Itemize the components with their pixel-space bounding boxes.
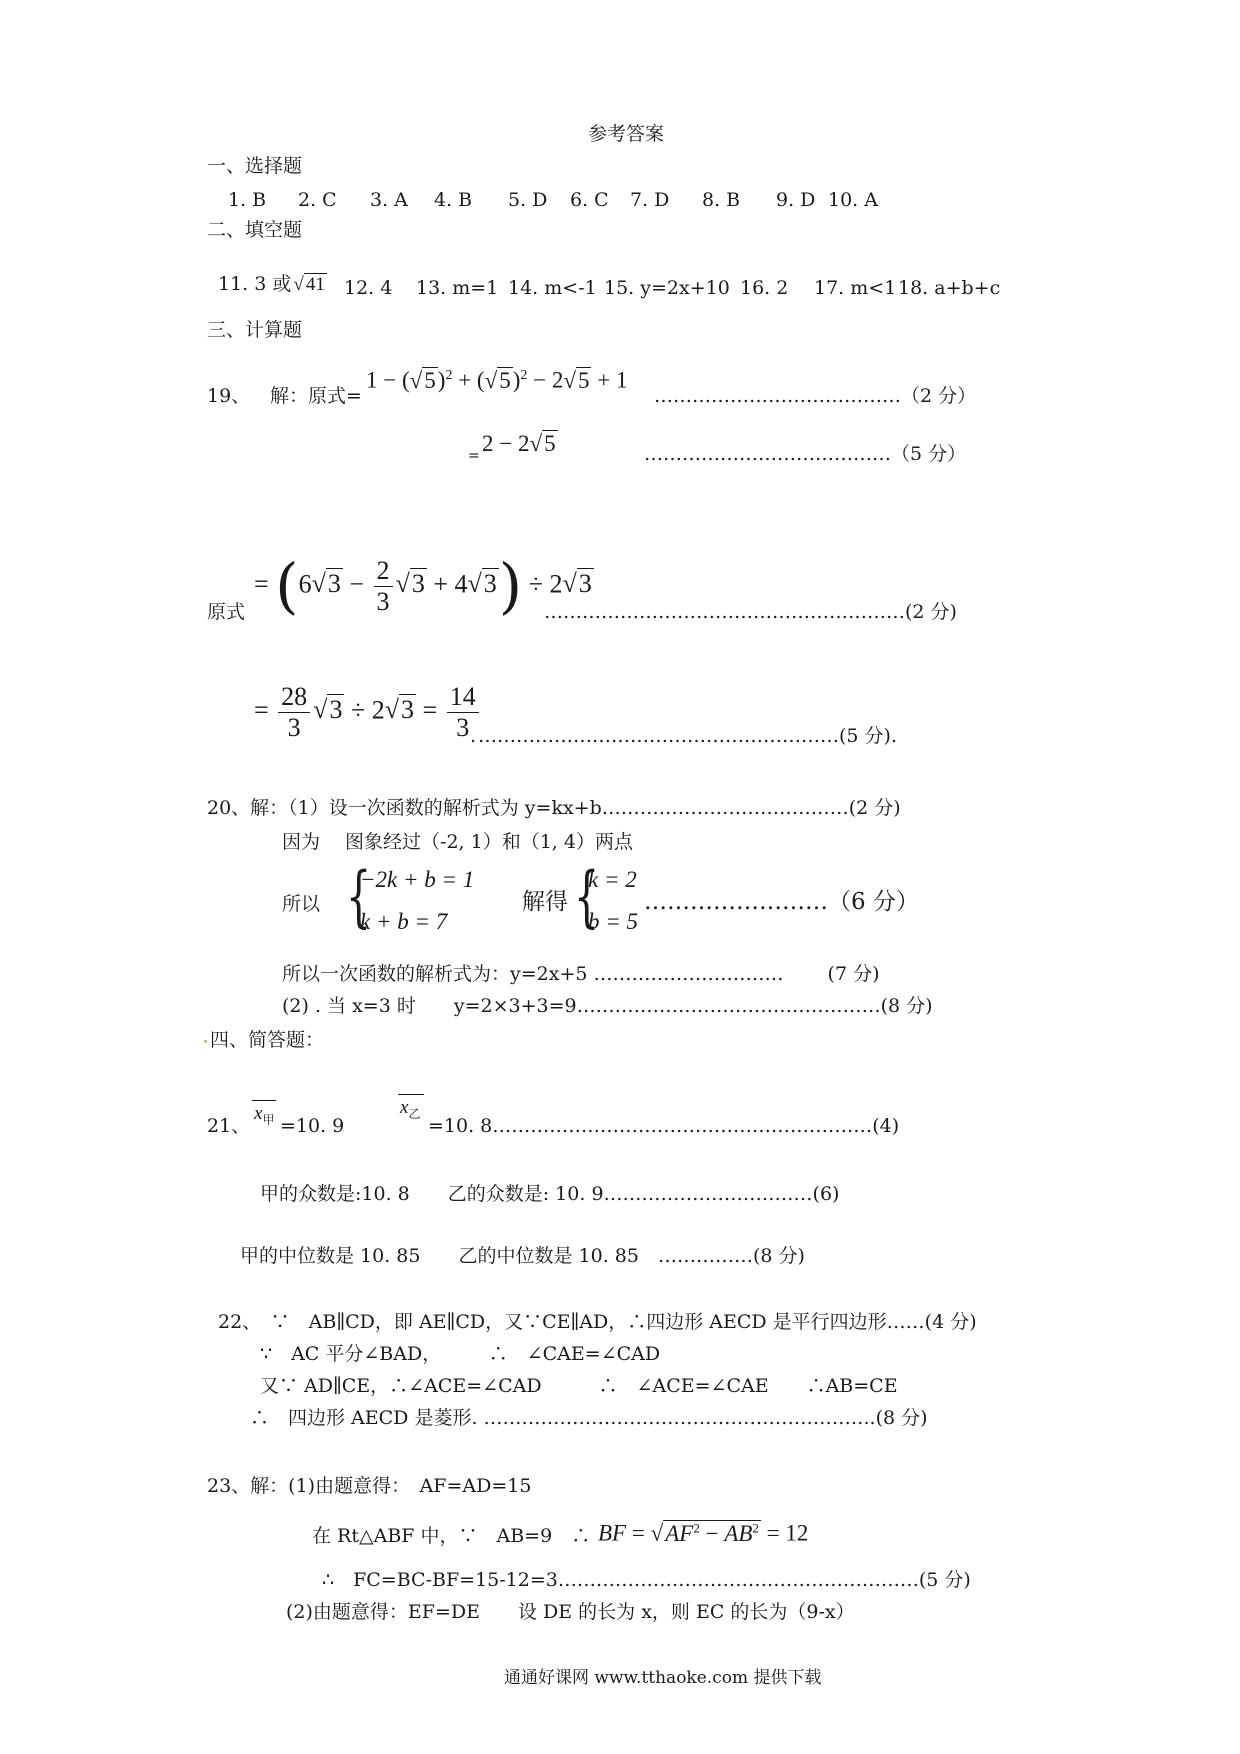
expr-part: + ( bbox=[452, 367, 485, 393]
q19-label: 19、 bbox=[207, 385, 251, 407]
denominator: 3 bbox=[376, 587, 390, 616]
answer-item: 4. B bbox=[434, 189, 473, 211]
left-brace: { bbox=[574, 858, 600, 935]
score-marker: …………………………………………………(2 分) bbox=[544, 601, 957, 623]
answer-item: 8. B bbox=[702, 189, 741, 211]
period: . bbox=[470, 725, 477, 747]
answer-11 bbox=[218, 272, 327, 297]
numerator: 14 bbox=[447, 682, 479, 713]
solution-2: b = 5 bbox=[588, 909, 639, 934]
q19-solve: 解：原式= bbox=[270, 385, 362, 407]
sqrt-5: √5 bbox=[529, 431, 556, 456]
q20-line-5: (2) . 当 x=3 时 y=2×3+3=9…………………………………………(8 分) bbox=[282, 995, 933, 1017]
section-heading-fill: 二、填空题 bbox=[207, 219, 303, 241]
expr-part: + 4 bbox=[433, 569, 468, 599]
expr-part: ÷ 2 bbox=[528, 569, 563, 599]
q23-line-4: (2)由题意得：EF=DE 设 DE 的长为 x，则 EC 的长为（9-x） bbox=[286, 1601, 855, 1623]
section-heading-short: 四、简答题： bbox=[210, 1029, 325, 1051]
q20-so: 所以 bbox=[282, 893, 321, 915]
expr-part: 6 bbox=[298, 569, 312, 599]
numerator: 28 bbox=[278, 682, 310, 713]
q21-line-2: 甲的众数是:10. 8 乙的众数是: 10. 9……………………………(6) bbox=[260, 1183, 840, 1205]
x-var: x bbox=[254, 1103, 263, 1124]
subscript: 甲 bbox=[262, 1112, 275, 1127]
q22-line-4: ∴ 四边形 AECD 是菱形. ……………………………………………………..(8 分) bbox=[250, 1407, 928, 1429]
answer-item: 12. 4 bbox=[344, 277, 393, 299]
radicand: 3 bbox=[329, 695, 343, 725]
expr-part: ÷ 2 bbox=[350, 695, 385, 725]
answer-item: 7. D bbox=[630, 189, 670, 211]
q20-line-2: 因为 图象经过（-2, 1）和（1, 4）两点 bbox=[282, 831, 633, 853]
equals: = bbox=[631, 1520, 645, 1546]
answer-item: 6. C bbox=[570, 189, 609, 211]
q23-line-2a: 在 Rt△ABF 中，∵ AB=9 ∴ bbox=[312, 1525, 591, 1547]
answer-item: 3. A bbox=[370, 189, 408, 211]
equation-2: k + b = 7 bbox=[360, 909, 448, 934]
sqrt-5: √5 bbox=[563, 367, 590, 393]
q22-line-2: ∵ AC 平分∠BAD， ∴ ∠CAE=∠CAD bbox=[260, 1343, 661, 1365]
answer-item: 10. A bbox=[828, 189, 878, 211]
radicand: 5 bbox=[577, 367, 590, 393]
expr-part: + 1 bbox=[591, 367, 628, 393]
expr-part: − bbox=[349, 569, 365, 599]
equation-1: −2k + b = 1 bbox=[360, 867, 475, 892]
score-marker: …………………………………（2 分） bbox=[654, 385, 977, 407]
right-paren: ) bbox=[498, 551, 523, 622]
x-var: x bbox=[400, 1097, 409, 1118]
q23-line-1: 23、解：(1)由题意得： AF=AD=15 bbox=[207, 1475, 532, 1497]
answer-item: 16. 2 bbox=[740, 277, 789, 299]
radicand bbox=[663, 1520, 761, 1546]
answer-item: 2. C bbox=[298, 189, 337, 211]
part2-expr-2 bbox=[254, 682, 482, 743]
var-bf: BF bbox=[598, 1520, 627, 1546]
answer-11-prefix: 11. 3 或 bbox=[218, 273, 292, 295]
mean-bar bbox=[398, 1094, 424, 1095]
expr-part: 1 − ( bbox=[366, 367, 410, 393]
footer: 通通好课网 www.tthaoke.com 提供下载 bbox=[504, 1668, 822, 1688]
q23-line-3: ∴ FC=BC-BF=15-12=3…………………………………………………(5 分) bbox=[322, 1569, 971, 1591]
sqrt-3: √3 bbox=[467, 569, 497, 599]
q20-line-4: 所以一次函数的解析式为：y=2x+5 ………………………… (7 分) bbox=[282, 963, 880, 985]
mean-yi-value: =10. 8……………………………………………………(4) bbox=[428, 1115, 900, 1137]
expr-part: 2 − 2 bbox=[482, 431, 530, 456]
radicand: 3 bbox=[401, 695, 415, 725]
q22-line-1: 22、 ∵ AB∥CD，即 AE∥CD，又∵CE∥AD，∴四边形 AECD 是平行四边形……(4 分) bbox=[218, 1311, 977, 1333]
sqrt-3: √3 bbox=[395, 569, 425, 599]
radicand: 5 bbox=[424, 367, 436, 393]
q22-line-3: 又∵ AD∥CE，∴∠ACE=∠CAD ∴ ∠ACE=∠CAE ∴AB=CE bbox=[260, 1375, 898, 1397]
sqrt-3: √3 bbox=[311, 569, 341, 599]
answer-item: 17. m<1 bbox=[814, 277, 897, 299]
mean-symbol-yi bbox=[400, 1096, 420, 1126]
expr-part: = bbox=[422, 695, 438, 725]
q21-label: 21、 bbox=[207, 1115, 251, 1137]
mean-jia-value: =10. 9 bbox=[280, 1115, 345, 1137]
answer-item: 18. a+b+c bbox=[898, 277, 1001, 299]
q19-eq: = bbox=[468, 448, 480, 464]
fraction bbox=[374, 556, 393, 617]
answer-item: 9. D bbox=[776, 189, 816, 211]
part2-expr-1 bbox=[254, 551, 594, 622]
exponent: 2 bbox=[520, 368, 528, 383]
q20-solved: 解得 bbox=[522, 889, 568, 915]
radicand: 5 bbox=[499, 367, 511, 393]
denominator: 3 bbox=[456, 713, 470, 742]
expr-part: − 2 bbox=[527, 367, 564, 393]
expr-part: ) bbox=[512, 367, 521, 393]
radicand: 5 bbox=[544, 431, 556, 456]
sqrt-5: √5 bbox=[484, 367, 511, 393]
sqrt-41: √ 41 bbox=[293, 274, 325, 295]
solution-1: k = 2 bbox=[588, 867, 637, 892]
answer-item: 5. D bbox=[508, 189, 548, 211]
radicand: 3 bbox=[327, 569, 341, 599]
section-heading-calc: 三、计算题 bbox=[207, 319, 303, 341]
answer-item: 14. m<-1 bbox=[508, 277, 597, 299]
var-ab: AB bbox=[724, 1520, 753, 1546]
expr-part: ) bbox=[437, 367, 446, 393]
score-marker: …………………………………………………(5 分). bbox=[478, 725, 897, 747]
section-heading-choice: 一、选择题 bbox=[207, 155, 303, 177]
numerator: 2 bbox=[374, 556, 393, 587]
answer-item: 1. B bbox=[228, 189, 267, 211]
exponent: 2 bbox=[693, 1520, 700, 1535]
part2-label: 原式 bbox=[207, 601, 246, 623]
fraction bbox=[278, 682, 310, 743]
q23-formula bbox=[598, 1516, 808, 1546]
radicand-41: 41 bbox=[305, 274, 325, 295]
answer-item: 15. y=2x+10 bbox=[604, 277, 730, 299]
radicand: 3 bbox=[578, 569, 592, 599]
sqrt-5: √5 bbox=[409, 367, 436, 393]
left-paren: ( bbox=[275, 551, 299, 622]
minus: − bbox=[699, 1520, 725, 1546]
result: = 12 bbox=[766, 1520, 809, 1546]
radicand: 3 bbox=[483, 569, 497, 599]
stray-mark bbox=[204, 1040, 207, 1043]
q19-expr-1 bbox=[366, 364, 627, 393]
var-af: AF bbox=[665, 1520, 694, 1546]
q19-expr-2 bbox=[482, 432, 558, 456]
mean-bar bbox=[252, 1100, 276, 1101]
q20-line-1: 20、解：（1）设一次函数的解析式为 y=kx+b…………………………………(2 分) bbox=[207, 797, 901, 819]
answer-item: 13. m=1 bbox=[416, 277, 499, 299]
left-brace: { bbox=[346, 858, 372, 935]
score-marker: ……………………（6 分） bbox=[644, 889, 919, 915]
expr-part: = bbox=[254, 569, 269, 599]
sqrt-3: √3 bbox=[384, 695, 415, 725]
denominator: 3 bbox=[287, 713, 301, 742]
exponent: 2 bbox=[752, 1520, 759, 1535]
radicand: 3 bbox=[411, 569, 425, 599]
expr-part: = bbox=[254, 695, 269, 725]
sqrt-3: √3 bbox=[562, 569, 592, 599]
sqrt-expression: $√AF^2 - AB^2$ bbox=[650, 1520, 759, 1546]
q21-line-3: 甲的中位数是 10. 85 乙的中位数是 10. 85 ……………(8 分) bbox=[240, 1245, 805, 1267]
page-title: 参考答案 bbox=[588, 123, 665, 145]
mean-symbol-jia bbox=[254, 1102, 274, 1132]
subscript: 乙 bbox=[408, 1106, 421, 1121]
sqrt-3: √3 bbox=[313, 695, 343, 725]
exponent: 2 bbox=[445, 368, 453, 383]
score-marker: …………………………………（5 分） bbox=[644, 443, 967, 465]
